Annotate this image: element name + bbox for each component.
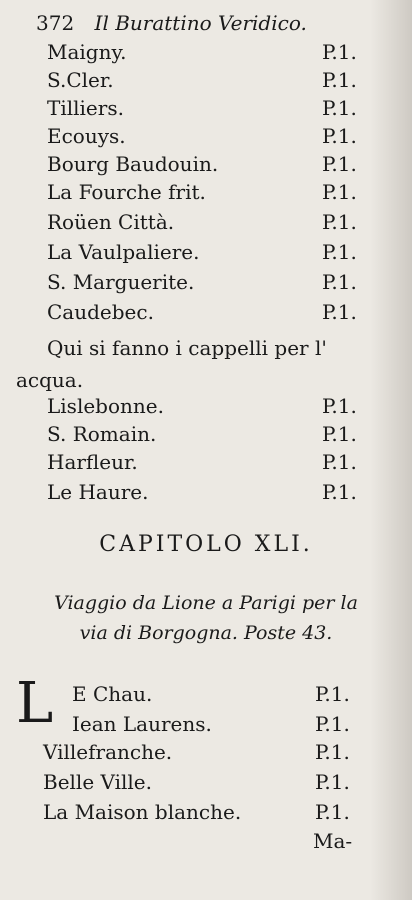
route-place: Harfleur. (47, 450, 138, 474)
route-posts: P.1. (322, 124, 357, 148)
route-entry (0, 798, 412, 826)
route-posts: P.1. (322, 68, 357, 92)
route-entry (0, 680, 412, 708)
route-place: Roüen Città. (47, 210, 175, 234)
route-entry (0, 208, 412, 236)
route-posts: P.1. (322, 422, 357, 446)
route-entry (0, 94, 412, 122)
route-place: Tilliers. (47, 96, 124, 120)
route-place: Iean Laurens. (72, 712, 212, 736)
route-posts: P.1. (322, 152, 357, 176)
chapter-subtitle-line-1: Viaggio da Lione a Parigi per la (54, 592, 358, 614)
page-header (36, 10, 307, 36)
drop-cap-letter: L (16, 671, 54, 736)
route-entry (0, 448, 412, 476)
route-place: Maigny. (47, 40, 127, 64)
running-title: Il Burattino Veridico. (94, 11, 307, 35)
route-entry (0, 710, 412, 738)
route-entry (0, 268, 412, 296)
route-entry (0, 178, 412, 206)
chapter-title: CAPITOLO XLI. (99, 532, 313, 557)
route-place: La Fourche frit. (47, 180, 206, 204)
route-entry (0, 38, 412, 66)
route-posts: P.1. (315, 682, 350, 706)
route-place: Lislebonne. (47, 394, 164, 418)
note-line-1: Qui si fanno i cappelli per l' (47, 336, 327, 360)
route-entry (0, 768, 412, 796)
route-entry (0, 66, 412, 94)
route-entry (0, 478, 412, 506)
route-entry (0, 298, 412, 326)
route-entry (0, 738, 412, 766)
route-posts: P.1. (322, 180, 357, 204)
route-entry (0, 122, 412, 150)
route-place: S.Cler. (47, 68, 114, 92)
catchword: Ma- (313, 829, 353, 853)
route-place: Caudebec. (47, 300, 154, 324)
route-posts: P.1. (315, 712, 350, 736)
route-place: Bourg Baudouin. (47, 152, 219, 176)
route-posts: P.1. (322, 240, 357, 264)
route-place: S. Romain. (47, 422, 157, 446)
route-posts: P.1. (322, 270, 357, 294)
route-posts: P.1. (315, 800, 350, 824)
route-posts: P.1. (315, 740, 350, 764)
route-place: Villefranche. (43, 740, 173, 764)
route-posts: P.1. (322, 480, 357, 504)
route-place: La Maison blanche. (43, 800, 242, 824)
route-posts: P.1. (322, 394, 357, 418)
route-posts: P.1. (322, 300, 357, 324)
route-posts: P.1. (322, 40, 357, 64)
route-place: E Chau. (72, 682, 153, 706)
route-posts: P.1. (322, 96, 357, 120)
route-posts: P.1. (322, 210, 357, 234)
route-place: Ecouys. (47, 124, 126, 148)
route-place: La Vaulpaliere. (47, 240, 200, 264)
route-posts: P.1. (322, 450, 357, 474)
note-line-2: acqua. (16, 368, 84, 392)
route-entry (0, 420, 412, 448)
route-entry (0, 150, 412, 178)
route-entry (0, 392, 412, 420)
route-place: Le Haure. (47, 480, 149, 504)
route-place: S. Marguerite. (47, 270, 195, 294)
route-posts: P.1. (315, 770, 350, 794)
chapter-subtitle-line-2: via di Borgogna. Poste 43. (79, 622, 333, 644)
route-entry (0, 238, 412, 266)
route-place: Belle Ville. (43, 770, 152, 794)
page-number: 372 (36, 11, 75, 35)
